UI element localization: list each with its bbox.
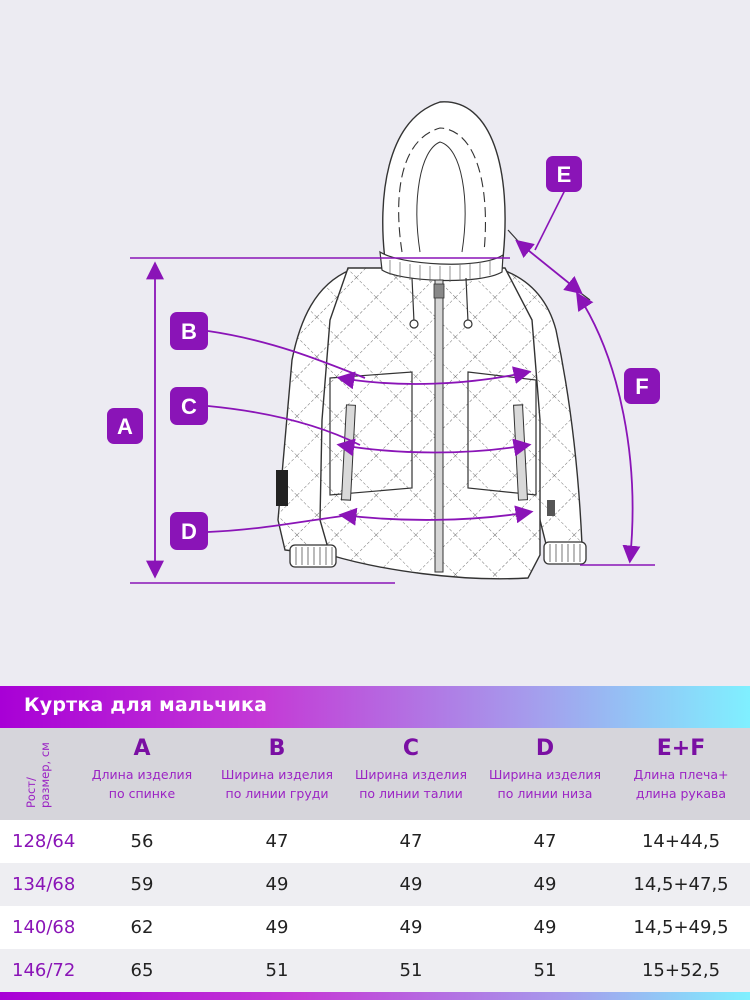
size-cell: 140/68 xyxy=(12,917,76,938)
badge-a-text: A xyxy=(117,414,133,439)
value-cell: 49 xyxy=(399,917,423,938)
column-header-b: B Ширина изделия по линии груди xyxy=(220,736,334,801)
value-cell: 14,5+49,5 xyxy=(633,917,729,938)
size-table xyxy=(0,728,750,992)
table-row xyxy=(0,949,750,992)
value-cell: 14+44,5 xyxy=(641,831,721,852)
value-cell: 15+52,5 xyxy=(641,960,721,981)
value-cell: 49 xyxy=(265,874,289,895)
value-cell: 59 xyxy=(130,874,154,895)
badge-b xyxy=(170,312,208,350)
value-cell: 49 xyxy=(533,874,557,895)
table-row xyxy=(0,820,750,863)
size-header-cell xyxy=(0,728,74,820)
bottom-gradient-bar xyxy=(0,992,750,1000)
badge-f xyxy=(624,368,660,404)
column-header-c: C Ширина изделия по линии талии xyxy=(354,736,468,801)
value-cell: 51 xyxy=(265,960,289,981)
size-cell: 128/64 xyxy=(12,831,76,852)
table-row xyxy=(0,863,750,906)
size-cell: 134/68 xyxy=(12,874,76,895)
value-cell: 47 xyxy=(533,831,557,852)
badge-a xyxy=(107,408,143,444)
badge-d-text: D xyxy=(181,519,197,544)
value-cell: 14,5+47,5 xyxy=(633,874,729,895)
badge-f-text: F xyxy=(635,374,649,399)
value-cell: 56 xyxy=(130,831,154,852)
sleeve-arrow xyxy=(578,295,633,560)
badge-e-text: E xyxy=(556,162,572,187)
column-header-d: D Ширина изделия по линии низа xyxy=(488,736,602,801)
left-cuff xyxy=(290,545,336,567)
badge-c-text: C xyxy=(181,394,197,419)
front-zipper xyxy=(435,280,443,572)
value-cell: 62 xyxy=(130,917,154,938)
badge-c xyxy=(170,387,208,425)
value-cell: 49 xyxy=(265,917,289,938)
value-cell: 65 xyxy=(130,960,154,981)
value-cell: 47 xyxy=(265,831,289,852)
product-title: Куртка для мальчика xyxy=(24,694,268,716)
size-table-header xyxy=(0,728,750,820)
column-header-ef: E+F Длина плеча+ длина рукава xyxy=(633,736,729,801)
title-banner xyxy=(0,686,750,728)
table-row xyxy=(0,906,750,949)
badge-b-text: B xyxy=(181,319,197,344)
size-cell: 146/72 xyxy=(12,960,76,981)
column-header-a: A Длина изделия по спинке xyxy=(91,736,193,801)
value-cell: 51 xyxy=(533,960,557,981)
badge-d xyxy=(170,512,208,550)
badge-e xyxy=(546,156,582,192)
value-cell: 49 xyxy=(533,917,557,938)
sleeve-label xyxy=(276,470,288,506)
value-cell: 49 xyxy=(399,874,423,895)
value-cell: 47 xyxy=(399,831,423,852)
value-cell: 51 xyxy=(399,960,423,981)
size-header-label: Рост/ размер, см xyxy=(24,742,52,808)
jacket-drawing xyxy=(276,102,586,579)
